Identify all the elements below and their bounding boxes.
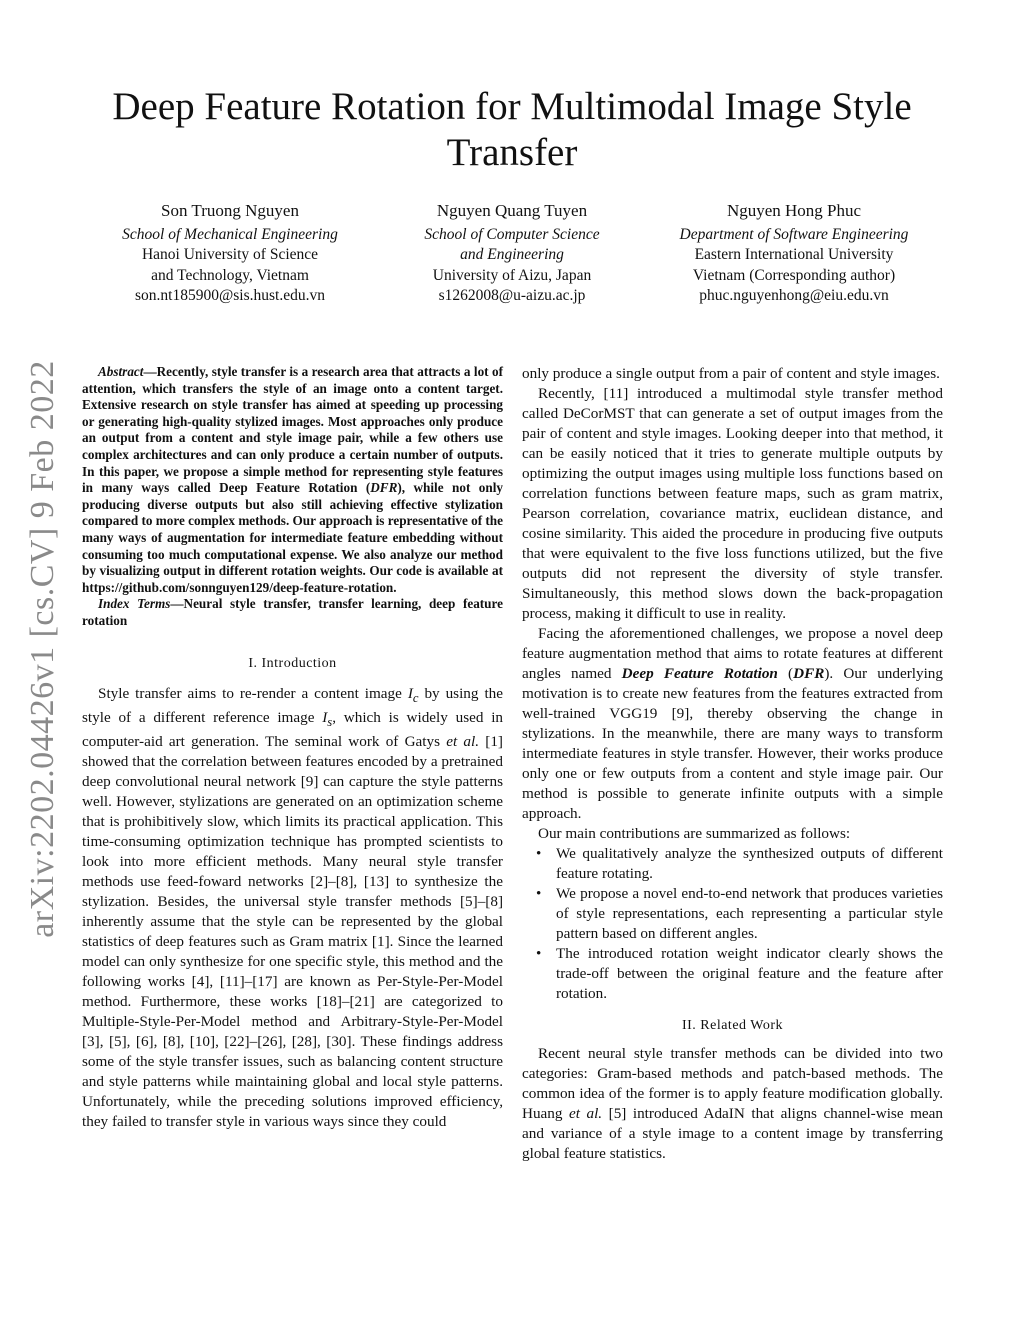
author-org: Eastern International University: [694, 246, 894, 264]
text-run: Style transfer aims to re-render a content image: [98, 684, 408, 702]
author-org: and Technology, Vietnam: [151, 266, 309, 284]
author-email[interactable]: son.nt185900@sis.hust.edu.vn: [135, 287, 325, 305]
author-2: [372, 201, 652, 307]
author-org: Vietnam (Corresponding author): [692, 266, 896, 284]
list-item: • We propose a novel end-to-end network that produces varieties of style representations, each representing a particular style pattern based on different angles.: [556, 884, 943, 944]
symbol-is: [322, 708, 333, 729]
symbol-ic: [407, 684, 419, 705]
intro-paragraph: [522, 624, 943, 824]
author-dept: Department of Software Engineering: [679, 225, 909, 243]
author-1: [90, 201, 370, 307]
left-column: [82, 364, 503, 1132]
section-heading-introduction: I. Introduction: [248, 655, 337, 671]
author-org: University of Aizu, Japan: [432, 266, 592, 284]
text-run: ). Our underlying motivation is to create new features from the features extracted from well-trained VGG19 [9], thereby observing the change in stylizations. In the meanwhile, there are many ways to transform intermediate features in style transfer. However, their works produce only one or few outputs from a content and style image pair. Our method is possible to generate infinite outputs with a simple approach.: [522, 665, 943, 822]
list-item: • We qualitatively analyze the synthesized outputs of different feature rotating.: [556, 844, 943, 884]
text-run: Facing the aforementioned challenges, we propose a novel deep feature augmentation method that aims to rotate features at different angles named: [522, 625, 943, 682]
contributions-list: [522, 844, 943, 1004]
author-dept: and Engineering: [460, 246, 564, 264]
arxiv-stamp-container: [18, 360, 68, 938]
index-terms-text: —Neural style transfer, transfer learning, deep feature rotation: [82, 596, 503, 628]
author-dept: School of Mechanical Engineering: [122, 225, 338, 243]
index-terms: [82, 596, 503, 629]
related-paragraph: [522, 1044, 943, 1164]
section-heading-related-work: II. Related Work: [681, 1018, 784, 1033]
symbol-subscript: c: [412, 690, 419, 705]
author-3: [654, 201, 934, 307]
intro-paragraph: Recently, [11] introduced a multimodal style transfer method called DeCorMST that can generate a set of output images from the pair of content and style images. Looking deeper into that method, it can be easily noticed that it tries to generate multiple outputs by optimizing the output images using multiple loss functions based on correlation functions between feature maps, such as gram matrix, Pearson correlation, covariance matrix, euclidean distance, and cosine similarity. This aided the procedure in producing five outputs that were equivalent to the five loss functions utilized, but the five outputs did not represent the diversity of style transfer. Simultaneously, this method slows down the back-propagation process, making it difficult to use in reality.: [522, 385, 943, 622]
text-run: by using the style of a different reference image: [82, 684, 503, 726]
symbol: I: [407, 684, 413, 702]
list-item: • The introduced rotation weight indicator clearly shows the trade-off between the original feature and the feature after rotation.: [556, 944, 943, 1004]
text-run: [5] introduced AdaIN that aligns channel-wise mean and variance of a style image to a content image by transferring global feature statistics.: [522, 1105, 943, 1162]
author-email[interactable]: phuc.nguyenhong@eiu.edu.vn: [699, 287, 889, 305]
abstract-text: ), while not only producing diverse outputs but also still achieving effective stylization compared to more complex methods. Our approach is representative of the many ways of augmentation for intermediate feature embedding without consuming too much computational expense. We also analyze our method by visualizing output in different rotation weights. Our code is available at https://github.com/sonnguyen129/deep-feature-rotation.: [82, 480, 503, 595]
et-al: et al.: [569, 1105, 603, 1122]
author-name: Nguyen Quang Tuyen: [436, 201, 588, 220]
abstract-text: —Recently, style transfer is a research area that attracts a lot of attention, which transfers the style of an image onto a content target. Extensive research on style transfer has aimed at speeding up processing or generating high-quality stylized images. Most approaches only produce an output from a content and style image pair, while a few others use complex architectures and can only produce a certain number of outputs. In this paper, we propose a simple method for representing style features in many ways called Deep Feature Rotation (: [82, 364, 503, 496]
text-run: [1] showed that the correlation between features encoded by a pretrained deep convolutional neural network [9] can capture the style patterns well. However, stylizations are generated on an optimization scheme that is prohibitively slow, which limits its practical application. This time-consuming optimization technique has prompted scientists to look into more efficient methods. Many neural style transfer methods use feed-foward networks [2]–[8], [13] to synthesize the stylization. Besides, the universal style transfer methods [5]–[8] inherently assume that the style can be represented by the global statistics of deep features such as Gram matrix [1]. Since the learned model can only synthesize for one specific style, this method and the following works [4], [11]–[17] are known as Per-Style-Per-Model method. Furthermore, these works [18]–[21] are categorized to Multiple-Style-Per-Model method and Arbitrary-Style-Per-Model [3], [5], [6], [8], [10], [22]–[26], [28], [30]. These findings address some of the style transfer issues, such as balancing content structure and style patterns while maintaining global and local style patterns. Unfortunately, while the preceding solutions improved efficiency, they failed to transfer style in various ways since they could: [82, 732, 503, 1130]
text-run: , which is widely used in computer-aid art generation. The seminal work of Gatys: [82, 708, 504, 750]
symbol-subscript: s: [327, 714, 333, 729]
author-name: Nguyen Hong Phuc: [726, 201, 862, 220]
arxiv-stamp[interactable]: arXiv:2202.04426v1 [cs.CV] 9 Feb 2022: [24, 360, 61, 938]
intro-paragraph: Our main contributions are summarized as follows:: [538, 825, 851, 842]
abstract: [82, 364, 503, 596]
abstract-label: Abstract: [98, 364, 144, 379]
right-column: [522, 364, 943, 1164]
text-run: Recent neural style transfer methods can be divided into two categories: Gram-based methods and patch-based methods. The common idea of the former is to apply feature modification globally. Huang: [522, 1045, 943, 1122]
paper-title: Deep Feature Rotation for Multimodal Image Style Transfer: [112, 85, 912, 174]
method-abbrev: DFR: [793, 665, 825, 682]
intro-paragraph: [82, 684, 503, 1132]
author-dept: School of Computer Science: [424, 225, 600, 243]
text-run: (: [777, 665, 794, 682]
author-name: Son Truong Nguyen: [161, 201, 299, 220]
abstract-dfr: DFR: [370, 480, 398, 496]
symbol: I: [322, 708, 328, 726]
author-block: [90, 201, 934, 307]
method-name: Deep Feature Rotation: [621, 665, 778, 682]
et-al: et al.: [446, 732, 480, 750]
author-org: Hanoi University of Science: [141, 246, 319, 264]
intro-paragraph-continued: only produce a single output from a pair of content and style images.: [522, 365, 940, 382]
author-email[interactable]: s1262008@u-aizu.ac.jp: [438, 287, 586, 305]
index-terms-label: Index Terms: [98, 596, 171, 612]
